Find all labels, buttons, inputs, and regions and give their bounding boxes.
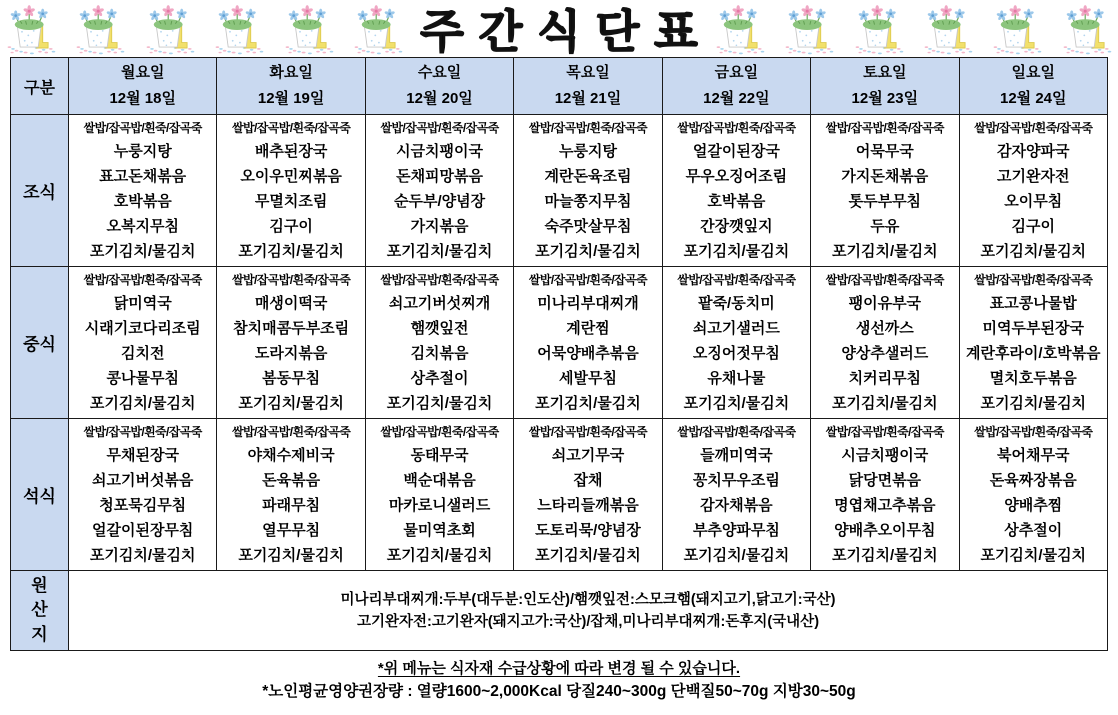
menu-cell [959,115,1107,267]
menu-item: 시금치팽이국 [396,143,484,160]
menu-item: 꽁치무우조림 [692,472,780,489]
meal-label-3: 석식 [11,419,69,571]
menu-item: 쇠고기버섯볶음 [91,472,194,489]
flowerpot-icon [713,3,767,57]
decorative-banner [0,0,1118,57]
menu-item: 백순대볶음 [403,472,476,489]
rice-options-line: 쌀밥/잡곡밥/흰죽/잡곡죽 [380,425,499,439]
menu-item: 포기김치/물김치 [980,243,1087,260]
menu-cell [811,267,959,419]
day-date: 12월 22일 [703,90,770,107]
rice-options-line: 쌀밥/잡곡밥/흰죽/잡곡죽 [528,425,648,439]
rice-options-line: 쌀밥/잡곡밥/흰죽/잡곡죽 [974,121,1093,135]
menu-item: 생선까스 [855,320,914,337]
origin-line-2: 고기완자전:고기완자(돼지고가:국산)/잡채,미나리부대찌개:돈후지(국내산) [356,613,820,630]
menu-cell [662,419,810,571]
rice-options-line: 쌀밥/잡곡밥/흰죽/잡곡죽 [380,273,499,287]
menu-item: 쇠고기무국 [551,447,625,464]
rice-options-line: 쌀밥/잡곡밥/흰죽/잡곡죽 [232,425,351,439]
menu-item: 햄깻잎전 [410,320,469,337]
menu-item: 야채수제비국 [247,447,335,464]
rice-options-line: 쌀밥/잡곡밥/흰죽/잡곡죽 [825,121,944,135]
menu-item: 돈육볶음 [262,472,321,489]
menu-cell [662,267,810,419]
menu-item: 무우오징어조림 [685,168,788,185]
menu-item: 포기김치/물김치 [980,547,1087,564]
menu-cell [811,115,959,267]
flowerpot-icon [143,3,197,57]
menu-item: 오복지무침 [106,218,179,235]
menu-cell [217,419,365,571]
day-name: 월요일 [120,64,165,81]
menu-item: 포기김치/물김치 [386,395,493,412]
rice-options-line: 쌀밥/잡곡밥/흰죽/잡곡죽 [528,121,648,135]
meal-label-2: 중식 [11,267,69,419]
menu-item: 오징어젓무침 [692,345,780,362]
menu-item: 동태무국 [410,447,469,464]
rice-options-line: 쌀밥/잡곡밥/흰죽/잡곡죽 [825,425,944,439]
meal-label-1: 조식 [11,115,69,267]
menu-item: 시래기코다리조림 [84,320,201,337]
menu-item: 마늘쫑지무침 [544,193,632,210]
rice-options-line: 쌀밥/잡곡밥/흰죽/잡곡죽 [825,273,944,287]
rice-options-line: 쌀밥/잡곡밥/흰죽/잡곡죽 [232,273,351,287]
menu-item: 포기김치/물김치 [832,395,938,412]
menu-item: 간장깻잎지 [700,218,773,235]
menu-item: 팥죽/동치미 [698,295,775,312]
menu-item: 미나리부대찌개 [537,295,639,312]
menu-cell [811,419,959,571]
meal-row-석식 [11,419,1108,571]
rice-options-line: 쌀밥/잡곡밥/흰죽/잡곡죽 [974,425,1093,439]
menu-item: 계란찜 [566,320,610,337]
menu-item: 느타리들깨볶음 [537,497,639,514]
rice-options-line: 쌀밥/잡곡밥/흰죽/잡곡죽 [677,121,796,135]
menu-item: 물미역초회 [403,522,476,539]
day-date: 12월 24일 [1000,90,1067,107]
menu-item: 김구이 [269,218,313,235]
rice-options-line: 쌀밥/잡곡밥/흰죽/잡곡죽 [974,273,1093,287]
menu-item: 닭당면볶음 [848,472,922,489]
menu-item: 팽이유부국 [848,295,922,312]
menu-cell [69,267,217,419]
menu-item: 북어채무국 [997,447,1070,464]
menu-item: 누룽지탕 [113,143,172,160]
menu-item: 계란돈육조림 [544,168,632,185]
menu-item: 포기김치/물김치 [832,547,938,564]
rice-options-line: 쌀밥/잡곡밥/흰죽/잡곡죽 [677,273,796,287]
menu-item: 참치매콤두부조림 [233,320,350,337]
menu-item: 열무무침 [262,522,321,539]
menu-item: 양상추샐러드 [841,345,929,362]
origin-label: 원산지 [11,571,69,651]
menu-change-note: *위 메뉴는 식자재 수급상황에 따라 변경 될 수 있습니다. [377,660,741,677]
nutrition-note: *노인평균영양권장량 : 열량1600~2,000Kcal 당질240~300g 단백질50~70g 지방30~50g [262,683,856,700]
menu-item: 톳두부무침 [848,193,922,210]
menu-cell [662,115,810,267]
day-name: 토요일 [863,64,907,81]
menu-item: 포기김치/물김치 [683,395,790,412]
flowerpot-icon [1060,3,1114,57]
menu-item: 닭미역국 [113,295,172,312]
day-date: 12월 18일 [109,90,176,107]
menu-item: 오이무침 [1004,193,1063,210]
footer-notes [0,658,1118,704]
menu-item: 호박볶음 [707,193,766,210]
menu-item: 포기김치/물김치 [683,547,790,564]
menu-cell [959,419,1107,571]
menu-cell [365,267,513,419]
menu-cell [514,115,662,267]
day-date: 12월 23일 [851,90,919,107]
flowerpot-icon [852,3,906,57]
menu-item: 포기김치/물김치 [89,243,196,260]
menu-item: 상추절이 [1004,522,1063,539]
menu-item: 어묵무국 [855,143,914,160]
menu-item: 얼갈이된장국 [692,143,780,160]
menu-item: 어묵양배추볶음 [537,345,639,362]
day-name: 목요일 [566,64,610,81]
flowerpot-icon [921,3,975,57]
day-name: 화요일 [269,64,313,81]
menu-cell [217,115,365,267]
rice-options-line: 쌀밥/잡곡밥/흰죽/잡곡죽 [528,273,648,287]
menu-item: 포기김치/물김치 [832,243,938,260]
menu-item: 포기김치/물김치 [535,395,641,412]
menu-item: 부추양파무침 [692,522,780,539]
menu-item: 포기김치/물김치 [238,547,344,564]
day-header-2 [217,58,365,115]
menu-item: 계란후라이/호박볶음 [965,345,1101,362]
menu-item: 유채나물 [707,370,766,387]
rice-options-line: 쌀밥/잡곡밥/흰죽/잡곡죽 [677,425,796,439]
menu-item: 멸치호두볶음 [989,370,1077,387]
menu-item: 가지돈채볶음 [841,168,929,185]
menu-item: 포기김치/물김치 [535,547,641,564]
header-row [11,58,1108,115]
flowerpot-icon [351,3,405,57]
menu-item: 얼갈이된장무침 [91,522,194,539]
menu-item: 명엽채고추볶음 [834,497,936,514]
menu-item: 세발무침 [558,370,617,387]
day-date: 12월 19일 [257,90,325,107]
menu-item: 가지볶음 [410,218,469,235]
menu-cell [514,419,662,571]
menu-item: 포기김치/물김치 [386,547,493,564]
menu-item: 포기김치/물김치 [89,547,196,564]
corner-label: 구분 [11,58,69,115]
menu-item: 순두부/양념장 [394,193,486,210]
flowerpot-icon [282,3,336,57]
day-name: 금요일 [714,64,759,81]
day-date: 12월 20일 [406,90,473,107]
day-date: 12월 21일 [554,90,622,107]
flowerpot-icon [782,3,836,57]
menu-item: 포기김치/물김치 [238,395,344,412]
menu-item: 표고돈채볶음 [99,168,187,185]
menu-item: 청포묵김무침 [99,497,187,514]
menu-item: 쇠고기버섯찌개 [388,295,491,312]
menu-cell [959,267,1107,419]
menu-item: 감자양파국 [997,143,1070,160]
menu-item: 감자채볶음 [700,497,773,514]
menu-item: 포기김치/물김치 [535,243,641,260]
menu-item: 도라지볶음 [254,345,328,362]
menu-item: 포기김치/물김치 [238,243,344,260]
menu-item: 고기완자전 [997,168,1070,185]
menu-item: 포기김치/물김치 [89,395,196,412]
menu-cell [514,267,662,419]
menu-item: 누룽지탕 [558,143,617,160]
flowerpot-icon [73,3,127,57]
menu-item: 포기김치/물김치 [980,395,1087,412]
menu-item: 두유 [870,218,900,235]
menu-item: 들깨미역국 [700,447,773,464]
page-title: 주간식단표 [420,6,713,57]
meal-row-조식 [11,115,1108,267]
day-name: 일요일 [1011,64,1055,81]
menu-item: 포기김치/물김치 [386,243,493,260]
menu-cell [69,115,217,267]
menu-item: 표고콩나물밥 [989,295,1077,312]
menu-cell [365,419,513,571]
menu-item: 쇠고기샐러드 [692,320,780,337]
menu-item: 봄동무침 [262,370,321,387]
flowerpot-icon [990,3,1044,57]
menu-item: 돈채피망볶음 [396,168,484,185]
menu-item: 잡채 [573,472,603,489]
meal-row-중식 [11,267,1108,419]
menu-item: 김구이 [1011,218,1055,235]
menu-item: 무멸치조림 [254,193,328,210]
menu-item: 포기김치/물김치 [683,243,790,260]
menu-item: 치커리무침 [848,370,922,387]
day-header-6 [811,58,959,115]
menu-item: 미역두부된장국 [982,320,1084,337]
menu-item: 호박볶음 [113,193,172,210]
day-header-5 [662,58,810,115]
menu-cell [69,419,217,571]
rice-options-line: 쌀밥/잡곡밥/흰죽/잡곡죽 [380,121,499,135]
day-header-4 [514,58,662,115]
menu-item: 상추절이 [410,370,469,387]
menu-item: 무채된장국 [106,447,179,464]
menu-item: 돈육짜장볶음 [989,472,1077,489]
menu-item: 매생이떡국 [254,295,328,312]
day-header-3 [365,58,513,115]
origin-line-1: 미나리부대찌개:두부(대두분:인도산)/햄깻잎전:스모크햄(돼지고기,닭고기:국산) [340,591,836,608]
day-header-1 [69,58,217,115]
day-header-7 [959,58,1107,115]
rice-options-line: 쌀밥/잡곡밥/흰죽/잡곡죽 [83,425,202,439]
menu-item: 마카로니샐러드 [388,497,491,514]
menu-item: 파래무침 [262,497,321,514]
menu-item: 시금치팽이국 [841,447,929,464]
menu-item: 양배추오이무침 [834,522,936,539]
rice-options-line: 쌀밥/잡곡밥/흰죽/잡곡죽 [83,121,202,135]
menu-cell [365,115,513,267]
day-name: 수요일 [417,64,462,81]
origin-info-cell [69,571,1108,651]
menu-item: 콩나물무침 [106,370,179,387]
menu-item: 숙주맛살무침 [544,218,632,235]
menu-item: 배추된장국 [254,143,328,160]
flowerpot-icon [4,3,58,57]
menu-item: 김치볶음 [410,345,469,362]
rice-options-line: 쌀밥/잡곡밥/흰죽/잡곡죽 [232,121,351,135]
flowerpot-icon [212,3,266,57]
weekly-menu-table [10,57,1108,651]
menu-item: 도토리묵/양념장 [535,522,641,539]
rice-options-line: 쌀밥/잡곡밥/흰죽/잡곡죽 [83,273,202,287]
menu-cell [217,267,365,419]
menu-item: 김치전 [120,345,165,362]
origin-row [11,571,1108,651]
menu-item: 오이우민찌볶음 [240,168,342,185]
menu-item: 양배추찜 [1004,497,1063,514]
